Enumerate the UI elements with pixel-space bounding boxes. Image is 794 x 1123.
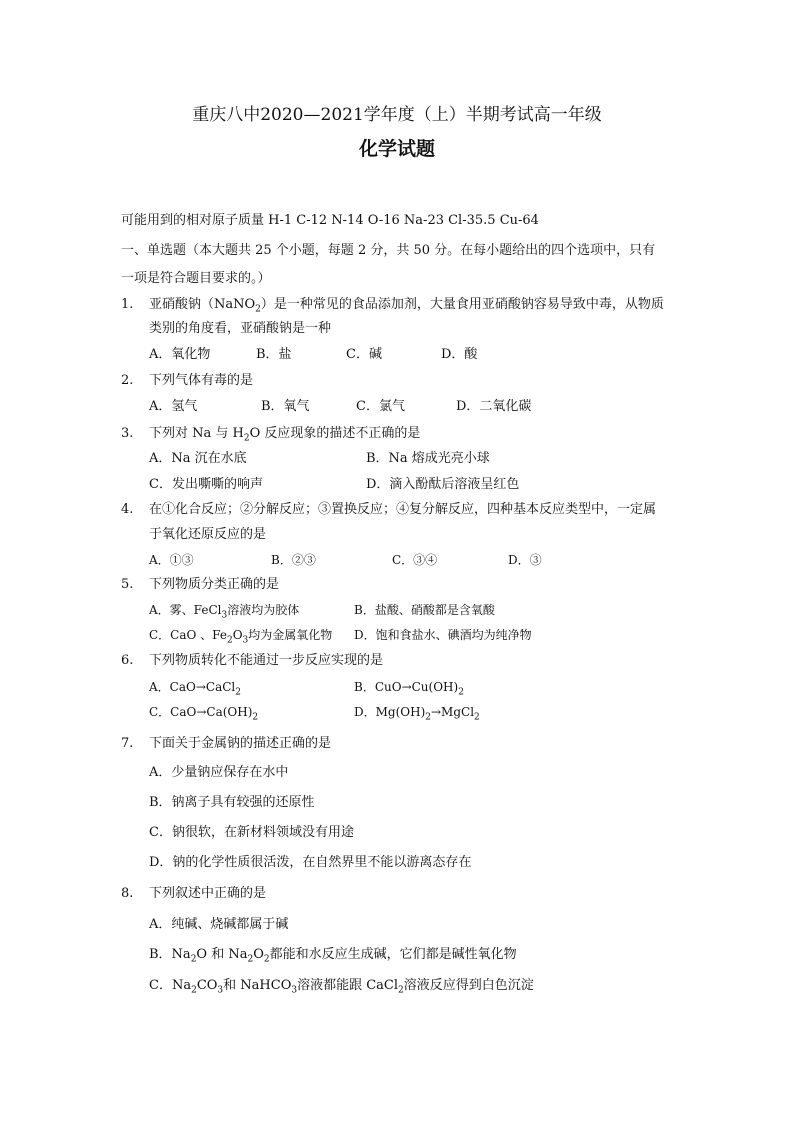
option-a: A．雾、FeCl$_3$溶液均为胶体 bbox=[149, 603, 300, 621]
option-b: B．钠离子具有较强的还原性 bbox=[149, 795, 315, 810]
option-d: D．滴入酚酞后溶液呈红色 bbox=[366, 477, 520, 492]
option-b: B．$Na_2O$ 和 $Na_2O_2$都能和水反应生成碱，它们都是碱性氧化物 bbox=[149, 947, 517, 965]
exam-page: 重庆八中2020—2021学年度（上）半期考试高一年级 化学试题 可能用到的相对原子质量 H-1 C-12 N-14 O-16 Na-23 Cl-35.5 Cu-64 一、单选题（本大题共 25 个小题，每题 2 分，共 50 分。在每小题给出的四个选项中，只有 一项是符合题目要求的。） 1. 亚硝酸钠（NaNO$_2$）是一种常见的食品添加剂，大量食用亚硝酸钠容易导致中毒，从物质 类别的角度看，亚硝酸钠是一种 A．氧化物 B．盐 C．碱 D．酸 2. 下列气体有毒的是 A．氢气 B．氧气 C．氯气 D．二氧化碳 3. 下列对 Na 与 $H_2O$ 反应现象的描述不正确的是 A．Na 沉在水底 B．Na 熔成光亮小球 C．发出嘶嘶的响声 D．滴入酚酞后溶液呈红色 4. 在①化合反应；②分解反应；③置换反应；④复分解反应，四种基本反应类型中，一定属 于氧化还原反应的是 A．①③ B．②③ C．③④ D．③ 5. 下列物质分类正确的是 A．雾、FeCl$_3$溶液均为胶体 B．盐酸、硝酸都是含氧酸 C．CaO 、$Fe_2O_3$均为金属氧化物 D．饱和食盐水、碘酒均为纯净物 6. 下列物质转化不能通过一步反应实现的是 A．CaO→CaCl$_2$ B．$CuO\to Cu(OH)_2$ C．$CaO\to Ca(OH)_2$ D．$Mg(OH)_2\to MgCl_2$ 7. 下面关于金属钠的描述正确的是 A．少量钠应保存在水中 B．钠离子具有较强的还原性 C．钠很软，在新材料领域没有用途 D．钠的化学性质很活泼，在自然界里不能以游离态存在 8. 下列叙述中正确的是 A．纯碱、烧碱都属于碱 B．$Na_2O$ 和 $Na_2O_2$都能和水反应生成碱，它们都是碱性氧化物 C．$Na_2CO_3$和 NaHCO$_3$溶液都能跟 CaCl$_2$溶液反应得到白色沉淀 bbox=[0, 0, 794, 1123]
question-text: 下面关于金属钠的描述正确的是 bbox=[149, 736, 332, 751]
exam-title: 重庆八中2020—2021学年度（上）半期考试高一年级 bbox=[192, 105, 602, 125]
question-text: 亚硝酸钠（NaNO$_2$）是一种常见的食品添加剂，大量食用亚硝酸钠容易导致中毒，从物质 bbox=[149, 297, 664, 315]
option-b: B．$CuO\to Cu(OH)_2$ bbox=[354, 680, 464, 698]
option-c: C．钠很软，在新材料领域没有用途 bbox=[149, 825, 354, 840]
option-c: C．③④ bbox=[392, 553, 438, 567]
option-a: A．氢气 bbox=[149, 399, 198, 414]
question-number: 4. bbox=[121, 502, 134, 517]
option-b: B．Na 熔成光亮小球 bbox=[366, 451, 490, 466]
option-d: D．③ bbox=[508, 553, 542, 567]
option-a: A．少量钠应保存在水中 bbox=[149, 765, 289, 780]
option-b: B．盐酸、硝酸都是含氧酸 bbox=[354, 603, 495, 617]
exam-subtitle: 化学试题 bbox=[358, 138, 435, 160]
section-instructions-line1: 一、单选题（本大题共 25 个小题，每题 2 分，共 50 分。在每小题给出的四个选项中，只有 bbox=[121, 243, 656, 258]
question-number: 1. bbox=[121, 297, 134, 312]
option-d: D．$Mg(OH)_2\to MgCl_2$ bbox=[354, 705, 480, 723]
option-d: D．饱和食盐水、碘酒均为纯净物 bbox=[354, 628, 532, 642]
option-d: D．二氧化碳 bbox=[456, 399, 532, 414]
question-number: 3. bbox=[121, 426, 134, 441]
question-number: 6. bbox=[121, 653, 134, 668]
option-a: A．Na 沉在水底 bbox=[149, 451, 247, 466]
question-number: 8. bbox=[121, 886, 134, 901]
option-a: A．CaO→CaCl$_2$ bbox=[149, 680, 241, 698]
option-a: A．纯碱、烧碱都属于碱 bbox=[149, 917, 289, 932]
option-c: C．氯气 bbox=[356, 399, 405, 414]
question-number: 2. bbox=[121, 373, 134, 388]
option-c: C．$CaO\to Ca(OH)_2$ bbox=[149, 705, 259, 723]
option-b: B．盐 bbox=[256, 347, 292, 362]
atomic-masses-line: 可能用到的相对原子质量 H-1 C-12 N-14 O-16 Na-23 Cl-35.5 Cu-64 bbox=[121, 213, 539, 228]
option-c: C．碱 bbox=[346, 347, 382, 362]
option-b: B．氧气 bbox=[261, 399, 310, 414]
question-text: 下列对 Na 与 $H_2O$ 反应现象的描述不正确的是 bbox=[149, 426, 421, 444]
option-c: C．$Na_2CO_3$和 NaHCO$_3$溶液都能跟 CaCl$_2$溶液反应得到白色沉淀 bbox=[149, 978, 534, 996]
question-text: 下列物质分类正确的是 bbox=[149, 577, 280, 592]
option-d: D．钠的化学性质很活泼，在自然界里不能以游离态存在 bbox=[149, 855, 472, 870]
question-text: 下列气体有毒的是 bbox=[149, 373, 254, 388]
option-a: A．氧化物 bbox=[149, 347, 211, 362]
question-text: 下列叙述中正确的是 bbox=[149, 886, 267, 901]
question-text: 在①化合反应；②分解反应；③置换反应；④复分解反应，四种基本反应类型中，一定属 bbox=[149, 502, 657, 517]
question-number: 7. bbox=[121, 736, 134, 751]
question-number: 5. bbox=[121, 577, 134, 592]
option-c: C．CaO 、$Fe_2O_3$均为金属氧化物 bbox=[149, 628, 333, 646]
section-instructions-line2: 一项是符合题目要求的。） bbox=[121, 271, 271, 286]
question-text: 下列物质转化不能通过一步反应实现的是 bbox=[149, 653, 384, 668]
option-d: D．酸 bbox=[441, 347, 478, 362]
option-a: A．①③ bbox=[149, 553, 194, 567]
option-b: B．②③ bbox=[271, 553, 316, 567]
option-c: C．发出嘶嘶的响声 bbox=[149, 477, 263, 492]
